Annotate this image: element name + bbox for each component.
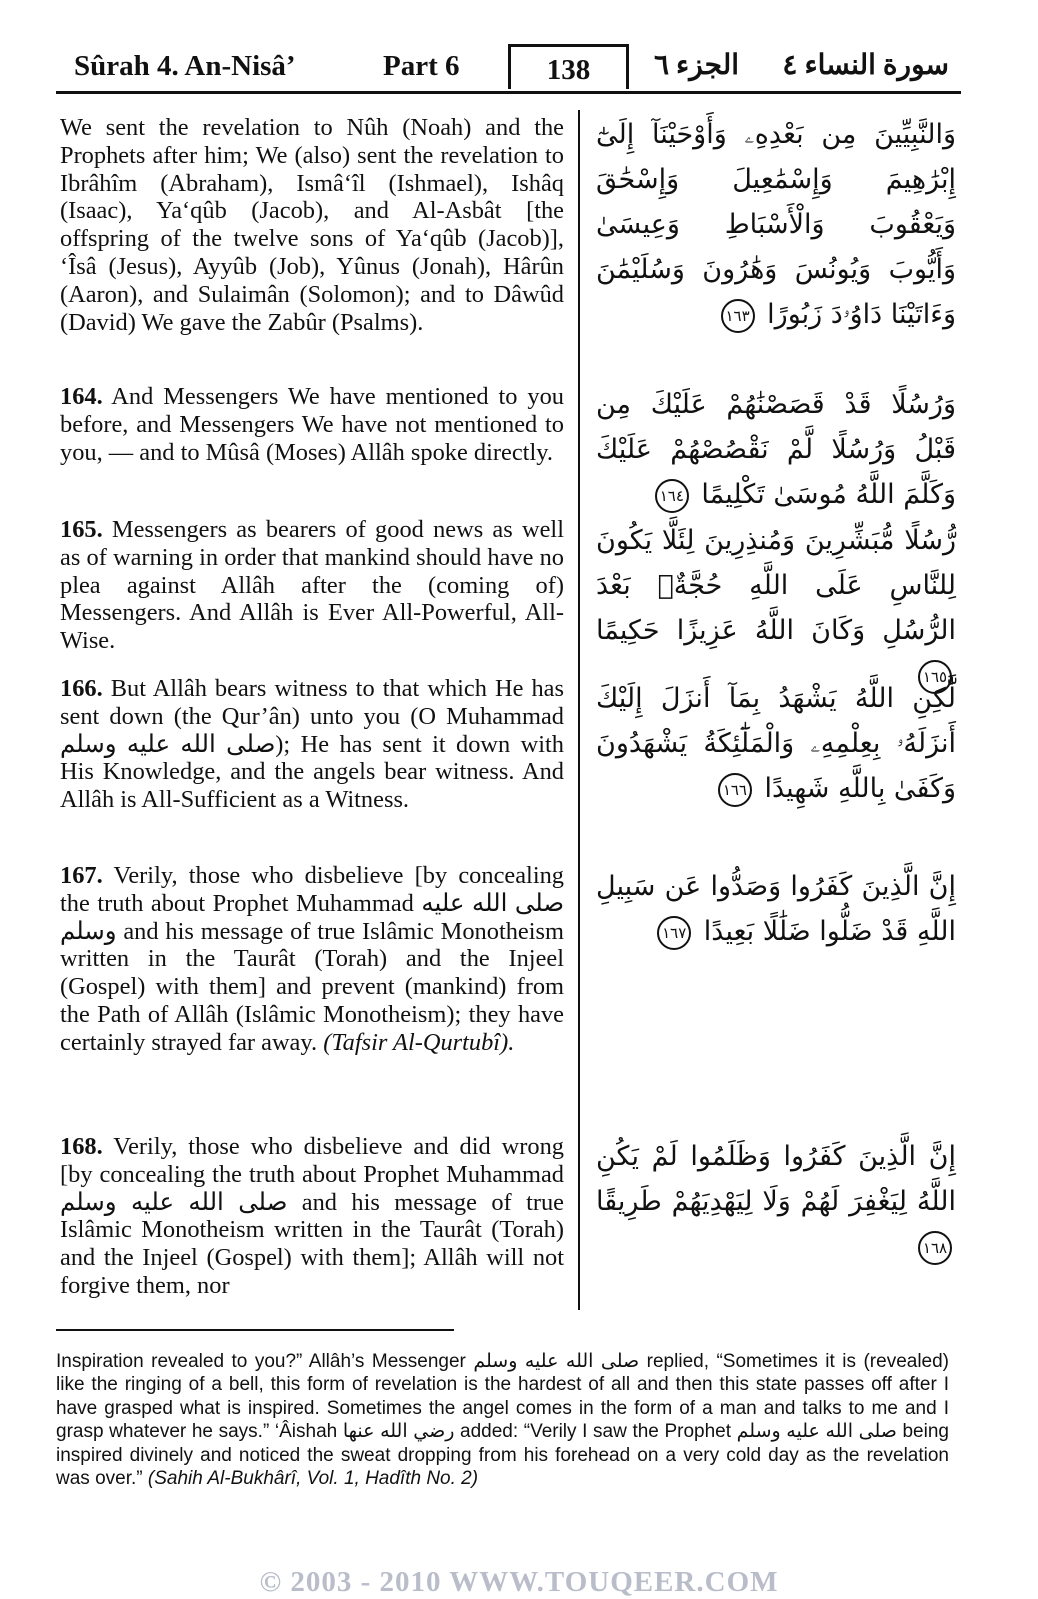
juz-arabic: الجزء ٦ [654, 50, 740, 81]
ayah-marker-168: ١٦٨ [918, 1231, 952, 1265]
footnote-text: Inspiration revealed to you?” Allâh’s Messenger صلى الله عليه وسلم replied, “Sometimes it is (revealed) like the ringing of a bell, this form of revelation is the hardest of all and then this state passes off after I have grasped what is inspired. Sometimes the angel comes in the form of a man and talks to me and I grasp whatever he says.” ‘Âishah رضي الله عنها added: “Verily I saw the Prophet صلى الله عليه وسلم being inspired divinely and noticed the sweat dropping from his forehead on a very cold day as the revelation was over.” [56, 1351, 950, 1490]
verse-168-english [60, 1133, 564, 1300]
verse-168-arabic-text: إِنَّ الَّذِينَ كَفَرُوا وَظَلَمُوا لَمْ يَكُنِ اللَّهُ لِيَغْفِرَ لَهُمْ وَلَا لِيَهْدِيَهُمْ طَرِيقًا [596, 1141, 956, 1217]
ayah-marker-165: ١٦٥ [918, 660, 952, 694]
verse-164-number: 164. [60, 383, 103, 410]
surah-title-arabic: سورة النساء ٤ [782, 50, 949, 81]
verse-164-arabic-text: وَرُسُلًا قَدْ قَصَصْنَٰهُمْ عَلَيْكَ مِن قَبْلُ وَرُسُلًا لَّمْ نَقْصُصْهُمْ عَلَيْكَ وَكَلَّمَ اللَّهُ مُوسَىٰ تَكْلِيمًا [596, 389, 956, 510]
copyright-watermark: © 2003 - 2010 WWW.TOUQEER.COM [259, 1566, 779, 1598]
verse-163-arabic [596, 112, 956, 337]
verse-165-number: 165. [60, 516, 103, 543]
surah-title: Sûrah 4. An-Nisâ’ [74, 50, 296, 82]
verse-167-reference: (Tafsir Al-Qurtubî). [323, 1028, 515, 1056]
ayah-marker-166: ١٦٦ [718, 773, 752, 807]
verse-167-arabic-text: إِنَّ الَّذِينَ كَفَرُوا وَصَدُّوا عَن سَبِيلِ اللَّهِ قَدْ ضَلُّوا ضَلَٰلًا بَعِيدًا [596, 871, 956, 947]
verse-163-text: We sent the revelation to Nûh (Noah) and the Prophets after him; We (also) sent the revelation to Ibrâhîm (Abraham), Ismâ‘îl (Ishmael), Ishâq (Isaac), Ya‘qûb (Jacob), and Al-Asbât [the offspring of the twelve sons of Ya‘qûb (Jacob)], ‘Îsâ (Jesus), Ayyûb (Job), Yûnus (Jonah), Hârûn (Aaron), and Sulaimân (Solomon); and to Dâwûd (David) We gave the Zabûr (Psalms). [60, 114, 564, 336]
verse-165-text: Messengers as bearers of good news as well as of warning in order that mankind should have no plea against Allâh after the (coming of) Messengers. And Allâh is Ever All-Powerful, All-Wise. [60, 516, 564, 655]
verse-168-arabic [596, 1134, 956, 1269]
verse-167-english [60, 862, 564, 1057]
verse-163-arabic-text: وَالنَّبِيِّينَ مِن بَعْدِهِۦ وَأَوْحَيْنَآ إِلَىٰٓ إِبْرَٰهِيمَ وَإِسْمَٰعِيلَ وَإِسْحَٰقَ وَيَعْقُوبَ وَالْأَسْبَاطِ وَعِيسَىٰ وَأَيُّوبَ وَيُونُسَ وَهَٰرُونَ وَسُلَيْمَٰنَ وَءَاتَيْنَا دَاوُۥدَ زَبُورًا [596, 119, 956, 330]
verse-165-arabic-text: رُّسُلًا مُّبَشِّرِينَ وَمُنذِرِينَ لِئَلَّا يَكُونَ لِلنَّاسِ عَلَى اللَّهِ حُجَّةٌۢ بَعْدَ الرُّسُلِ وَكَانَ اللَّهُ عَزِيزًا حَكِيمًا [596, 525, 956, 646]
verse-167-number: 167. [60, 862, 103, 889]
footnote-rule [56, 1329, 454, 1331]
ayah-marker-167: ١٦٧ [657, 916, 691, 950]
verse-168-text: Verily, those who disbelieve and did wrong [by concealing the truth about Prophet Muhammad صلى الله عليه وسلم and his message of true Islâmic Monotheism written in the Taurât (Torah) and the Injeel (Gospel) with them]; Allâh will not forgive them, nor [60, 1133, 564, 1299]
page-header [56, 42, 961, 94]
verse-166-english [60, 675, 564, 814]
part-label: Part 6 [383, 50, 460, 82]
verse-166-text: But Allâh bears witness to that which He has sent down (the Qur’ân) unto you (O Muhammad صلى الله عليه وسلم); He has sent it down with His Knowledge, and the angels bear witness. And Allâh is All-Sufficient as a Witness. [60, 675, 565, 814]
header-rule [56, 91, 961, 94]
ayah-marker-163: ١٦٣ [721, 299, 755, 333]
verse-168-number: 168. [60, 1133, 103, 1160]
verse-166-arabic [596, 676, 956, 811]
verse-164-english [60, 383, 564, 466]
ayah-marker-164: ١٦٤ [655, 479, 689, 513]
verse-167-arabic [596, 864, 956, 954]
page-number: 138 [508, 44, 629, 89]
footnote-source: (Sahih Al-Bukhârî, Vol. 1, Hadîth No. 2) [147, 1468, 479, 1490]
verse-165-arabic [596, 518, 956, 698]
verse-164-arabic [596, 382, 956, 517]
verse-165-english [60, 516, 564, 655]
column-divider [578, 110, 580, 1310]
verse-163-english [60, 114, 564, 336]
verse-166-number: 166. [60, 675, 103, 702]
verse-166-arabic-text: لَّٰكِنِ اللَّهُ يَشْهَدُ بِمَآ أَنزَلَ إِلَيْكَ أَنزَلَهُۥ بِعِلْمِهِۦ وَالْمَلَٰٓئِكَةُ يَشْهَدُونَ وَكَفَىٰ بِاللَّهِ شَهِيدًا [596, 683, 956, 804]
verse-167-text: Verily, those who disbelieve [by concealing the truth about Prophet Muhammad صلى الله عليه وسلم and his message of true Islâmic Monotheism written in the Taurât (Torah) and the Injeel (Gospel) with them] and prevent (mankind) from the Path of Allâh (Islâmic Monotheism); they have certainly strayed far away. [60, 862, 564, 1056]
verse-164-text: And Messengers We have mentioned to you before, and Messengers We have not mentioned to you, — and to Mûsâ (Moses) Allâh spoke directly. [60, 383, 564, 466]
footnote [56, 1350, 949, 1490]
